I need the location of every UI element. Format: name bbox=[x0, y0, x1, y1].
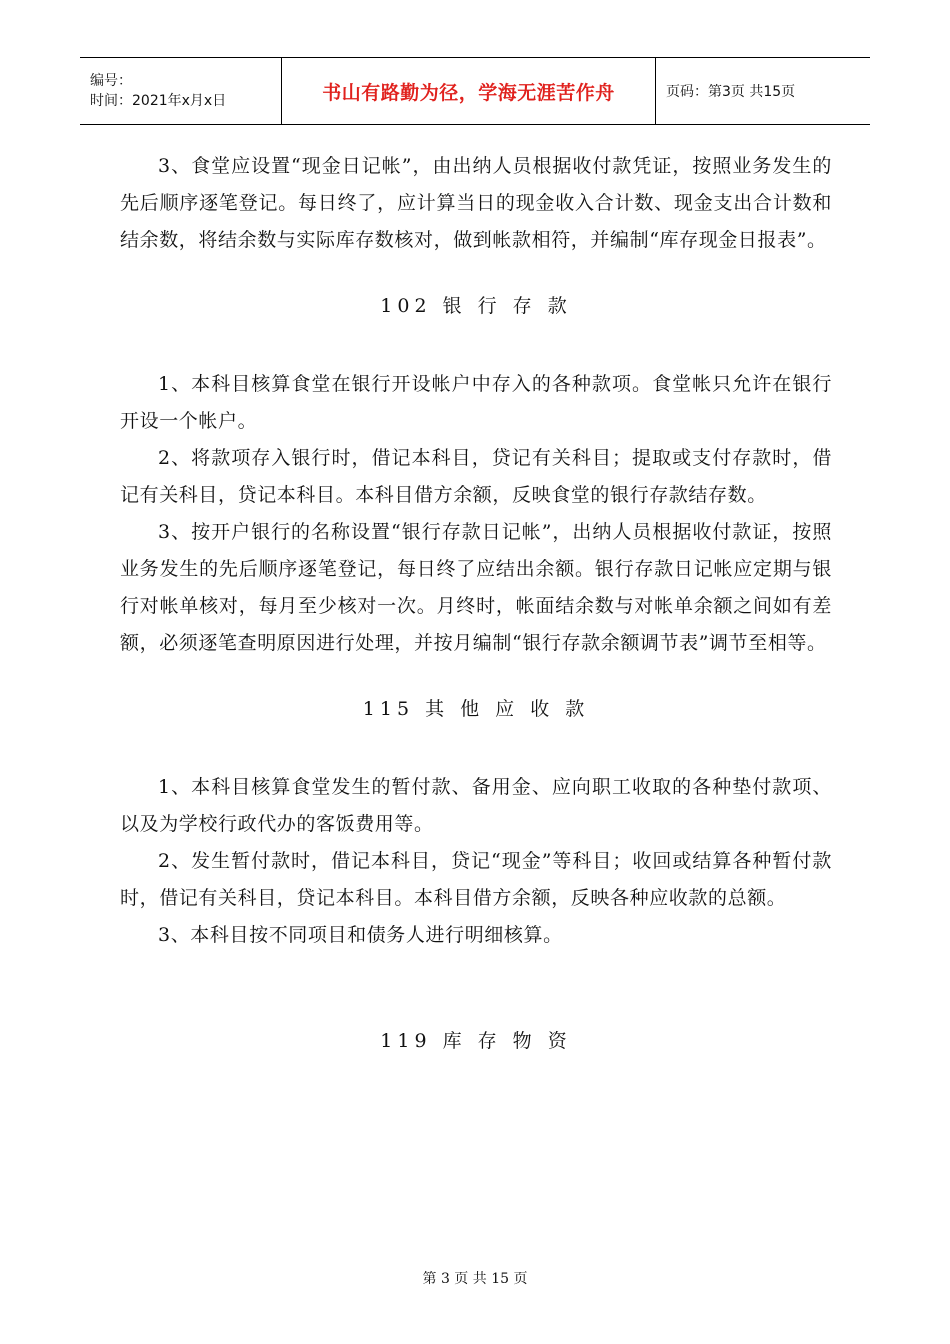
header-page-info: 页码：第3页 共15页 bbox=[666, 84, 796, 100]
header-meta bbox=[80, 58, 282, 124]
receivable-paragraph-2: 2、发生暂付款时，借记本科目，贷记“现金”等科目；收回或结算各种暂付款时，借记有关科目，贷记本科目。本科目借方余额，反映各种应收款的总额。 bbox=[120, 850, 832, 909]
header-page-cell bbox=[656, 58, 870, 124]
document-body bbox=[120, 148, 832, 1053]
header-motto: 书山有路勤为径，学海无涯苦作舟 bbox=[322, 81, 615, 104]
bank-paragraph-2: 2、将款项存入银行时，借记本科目，贷记有关科目；提取或支付存款时，借记有关科目，贷记本科目。本科目借方余额，反映食堂的银行存款结存数。 bbox=[120, 447, 832, 506]
bank-paragraph-3: 3、按开户银行的名称设置“银行存款日记帐”，出纳人员根据收付款证，按照业务发生的先后顺序逐笔登记，每日终了应结出余额。银行存款日记帐应定期与银行对帐单核对，每月至少核对一次。月终时，帐面结余数与对帐单余额之间如有差额，必须逐笔查明原因进行处理，并按月编制“银行存款余额调节表”调节至相等。 bbox=[120, 521, 832, 654]
document-time-label: 时间：2021年x月x日 bbox=[90, 93, 227, 109]
bank-deposit-heading: 102 银 行 存 款 bbox=[380, 295, 572, 317]
page-header bbox=[80, 57, 870, 125]
receivable-paragraph-3: 3、本科目按不同项目和债务人进行明细核算。 bbox=[158, 924, 563, 946]
inventory-heading: 119 库 存 物 资 bbox=[380, 1030, 572, 1052]
bank-paragraph-1: 1、本科目核算食堂在银行开设帐户中存入的各种款项。食堂帐只允许在银行开设一个帐户。 bbox=[120, 373, 832, 432]
page-footer: 第 3 页 共 15 页 bbox=[422, 1271, 528, 1287]
other-receivable-heading: 115 其 他 应 收 款 bbox=[362, 698, 590, 720]
header-motto-cell bbox=[282, 58, 656, 124]
receivable-paragraph-1: 1、本科目核算食堂发生的暂付款、备用金、应向职工收取的各种垫付款项、以及为学校行政代办的客饭费用等。 bbox=[120, 776, 832, 835]
cash-paragraph-3: 3、食堂应设置“现金日记帐”，由出纳人员根据收付款凭证，按照业务发生的先后顺序逐笔登记。每日终了，应计算当日的现金收入合计数、现金支出合计数和结余数，将结余数与实际库存数核对，做到帐款相符，并编制“库存现金日报表”。 bbox=[120, 155, 832, 251]
document-number-label: 编号： bbox=[90, 73, 132, 89]
